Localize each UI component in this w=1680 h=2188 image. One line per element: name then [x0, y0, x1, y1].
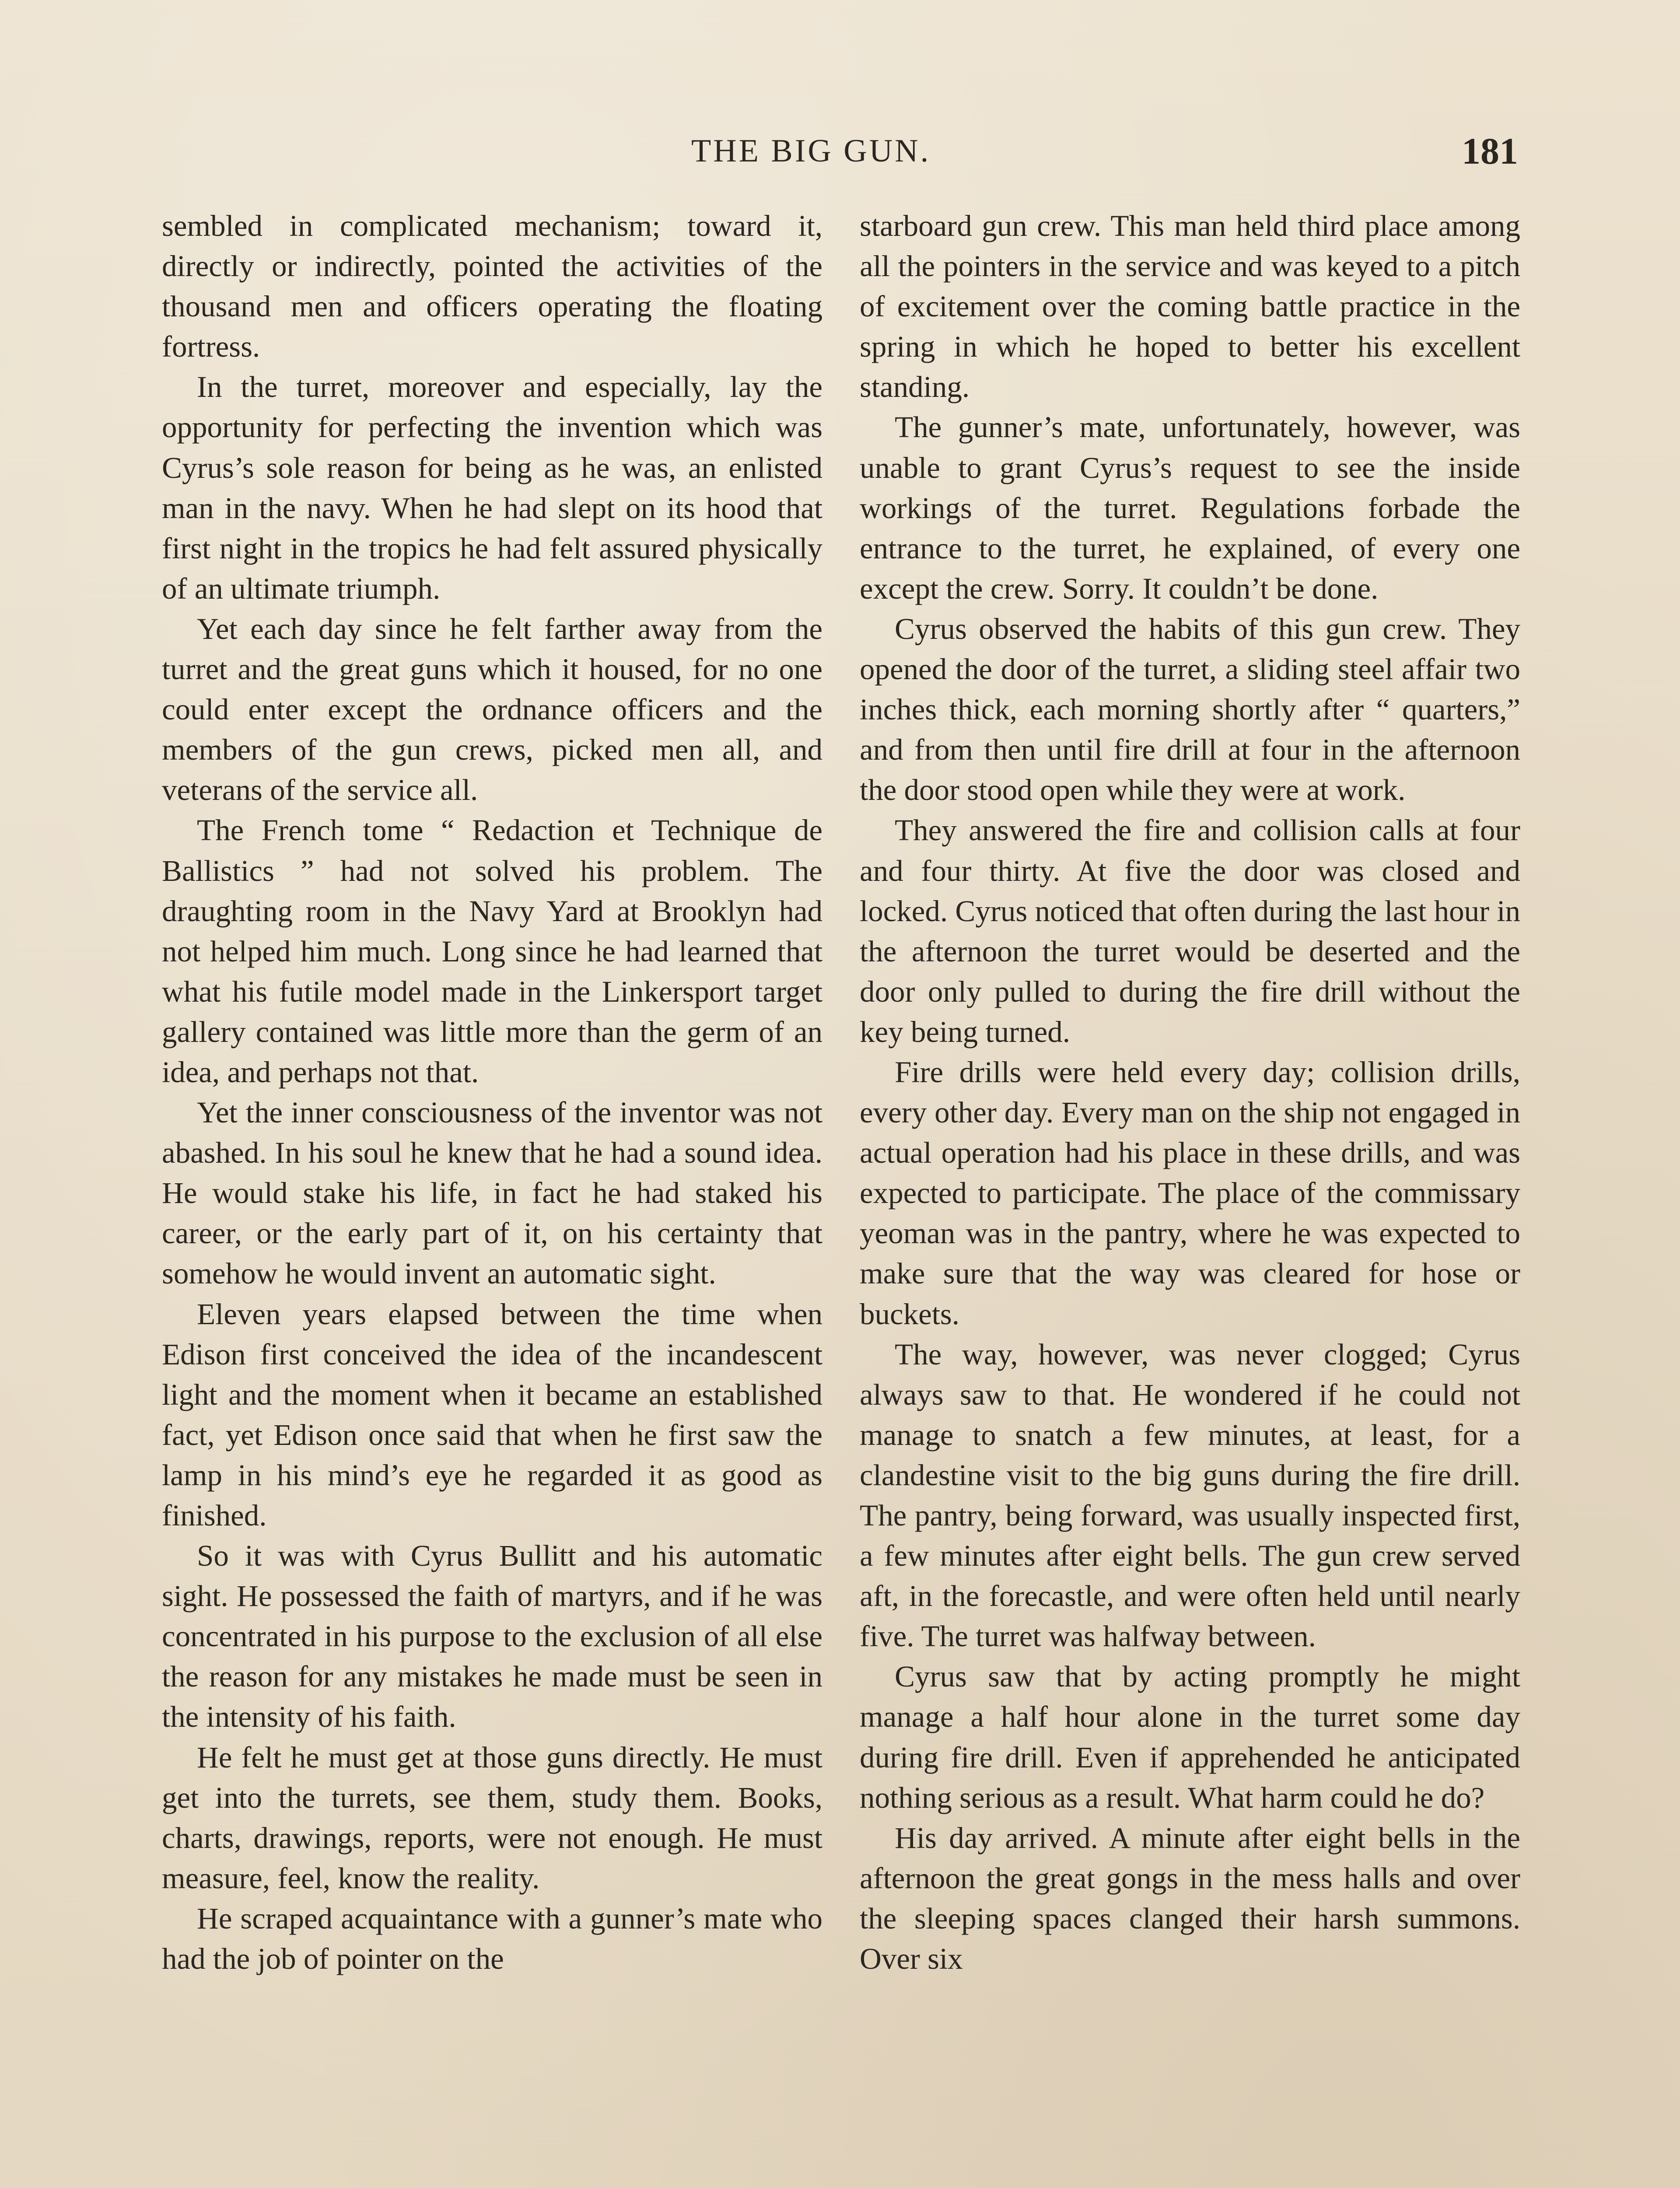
paragraph: Cyrus saw that by acting promptly he might manage a half hour alone in the turret some day during fire drill. Even if apprehended he anticipated nothing serious as a result. What harm could he do? [860, 1660, 1520, 1814]
right-column [860, 206, 1520, 1979]
paragraph: The gunner’s mate, unfortunately, however, was unable to grant Cyrus’s request to see the inside workings of the turret. Regulations forbade the entrance to the turret, he explained, of every one except the crew. Sorry. It couldn’t be done. [860, 410, 1520, 605]
paragraph: Eleven years elapsed between the time when Edison first conceived the idea of the incandescent light and the moment when it became an established fact, yet Edison once said that when he first saw the lamp in his mind’s eye he regarded it as good as finished. [162, 1297, 822, 1532]
left-column [162, 206, 822, 1979]
paragraph: He felt he must get at those guns directly. He must get into the turrets, see them, study them. Books, charts, drawings, reports, were not enough. He must measure, feel, know the reality. [162, 1740, 822, 1895]
paragraph: sembled in complicated mechanism; toward it, directly or indirectly, pointed the activities of the thousand men and officers operating the floating fortress. [162, 209, 822, 364]
paragraph: The French tome “ Redaction et Technique de Ballistics ” had not solved his problem. The draughting room in the Navy Yard at Brooklyn had not helped him much. Long since he had learned that what his futile model made in the Linkersport target gallery contained was little more than the germ of an idea, and perhaps not that. [162, 813, 822, 1089]
paragraph: They answered the fire and collision calls at four and four thirty. At five the door was closed and locked. Cyrus noticed that often during the last hour in the afternoon the turret would be deserted and the door only pulled to during the fire drill without the key being turned. [860, 813, 1521, 1048]
paragraph: Cyrus observed the habits of this gun crew. They opened the door of the turret, a sliding steel affair two inches thick, each morning shortly after “ quarters,” and from then until fire drill at four in the afternoon the door stood open while they were at work. [860, 612, 1520, 807]
paragraph: So it was with Cyrus Bullitt and his automatic sight. He possessed the faith of martyrs, and if he was concentrated in his purpose to the exclusion of all else the reason for any mistakes he made must be seen in the intensity of his faith. [162, 1539, 822, 1734]
paragraph: The way, however, was never clogged; Cyrus always saw to that. He wondered if he could not manage to snatch a few minutes, at least, for a clandestine visit to the big guns during the fire drill. The pantry, being forward, was usually inspected first, a few minutes after eight bells. The gun crew served aft, in the forecastle, and were often held until nearly five. The turret was halfway between. [860, 1337, 1520, 1653]
paragraph: His day arrived. A minute after eight bells in the afternoon the great gongs in the mess halls and over the sleeping spaces clanged their harsh summons. Over six [860, 1821, 1520, 1976]
paragraph: Yet each day since he felt farther away from the turret and the great guns which it housed, for no one could enter except the ordnance officers and the members of the gun crews, picked men all, and veterans of the service all. [162, 612, 822, 807]
paragraph: He scraped acquaintance with a gunner’s mate who had the job of pointer on the [162, 1901, 822, 1976]
page-number: 181 [1462, 130, 1518, 172]
running-title: THE BIG GUN. [691, 133, 931, 169]
paragraph: Fire drills were held every day; collision drills, every other day. Every man on the ship not engaged in actual operation had his place in these drills, and was expected to participate. The place of the commissary yeoman was in the pantry, where he was expected to make sure that the way was cleared for hose or buckets. [860, 1055, 1520, 1331]
paragraph: Yet the inner consciousness of the inventor was not abashed. In his soul he knew that he had a sound idea. He would stake his life, in fact he had staked his career, or the early part of it, on his certainty that somehow he would invent an automatic sight. [162, 1096, 822, 1290]
running-head [0, 127, 1680, 175]
paragraph: starboard gun crew. This man held third place among all the pointers in the service and was keyed to a pitch of excitement over the coming battle practice in the spring in which he hoped to better his excellent standing. [860, 209, 1520, 404]
paragraph: In the turret, moreover and especially, lay the opportunity for perfecting the invention which was Cyrus’s sole reason for being as he was, an enlisted man in the navy. When he had slept on its hood that first night in the tropics he had felt assured physically of an ultimate triumph. [162, 370, 822, 605]
